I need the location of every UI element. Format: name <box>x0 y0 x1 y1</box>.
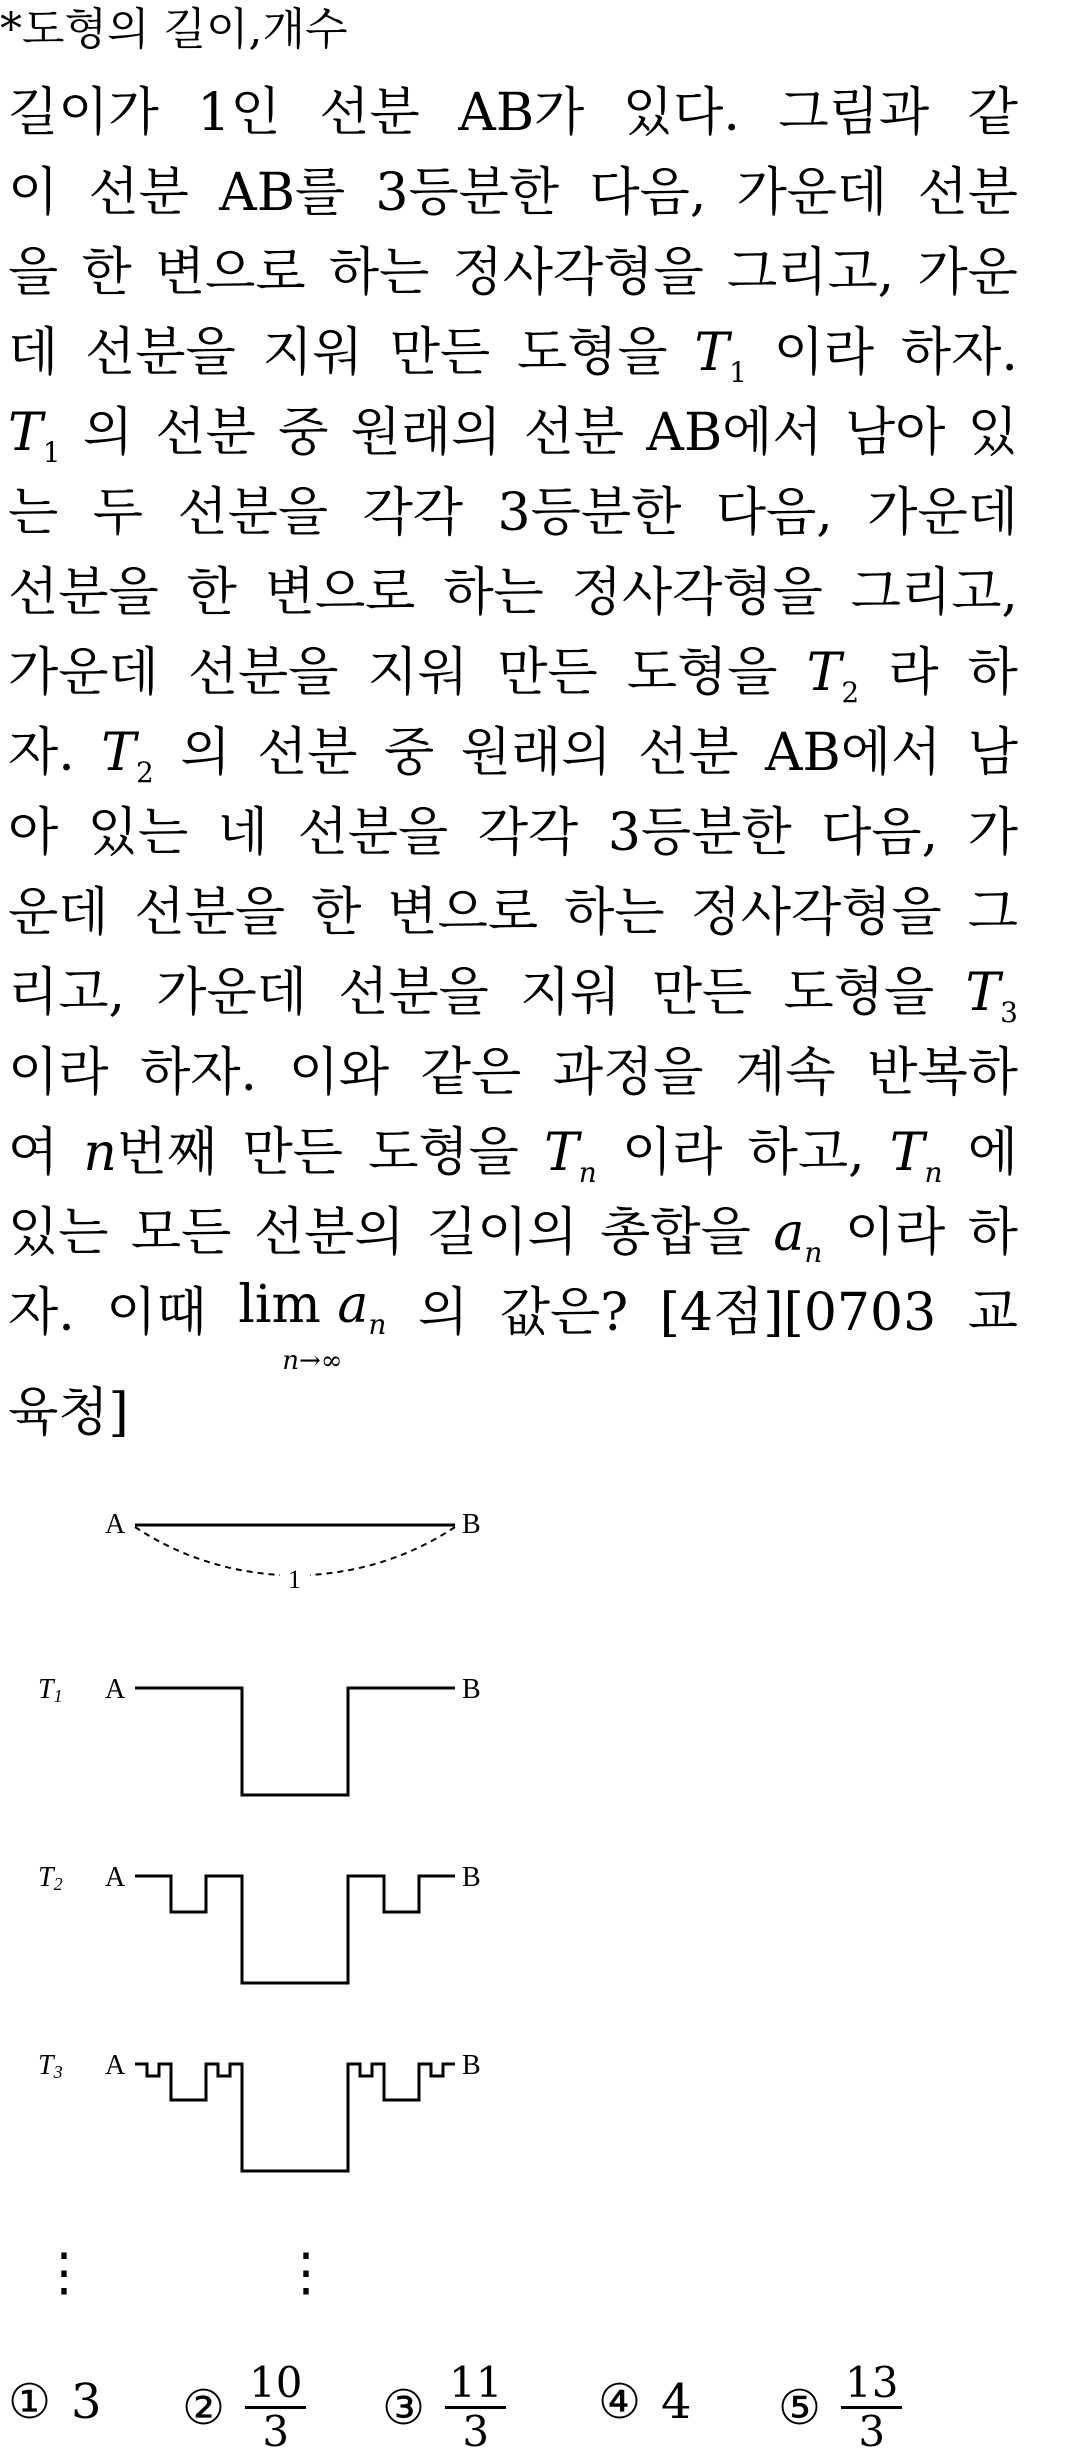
word: 원래의 <box>460 723 612 783</box>
choice-fraction <box>245 2360 306 2455</box>
word: 지워 <box>367 643 469 703</box>
word: 선분 <box>257 723 358 783</box>
word: 변으로 <box>264 563 416 623</box>
problem-line-12 <box>8 962 1018 1044</box>
word: 3등분한 <box>607 803 792 863</box>
choice-value: 3 <box>71 2374 102 2430</box>
choice-3[interactable] <box>382 2360 506 2455</box>
word: 한 <box>311 883 362 943</box>
word: 있다. <box>622 83 740 143</box>
word: 과정을 <box>552 1043 704 1103</box>
word: 변으로 <box>387 883 539 943</box>
word: 가운데 <box>736 163 888 223</box>
word: 데 <box>8 323 59 383</box>
word: 도형을 <box>626 643 778 703</box>
problem-line-10 <box>8 802 1018 864</box>
word: 각각 <box>477 803 579 863</box>
word: 선분을 <box>8 563 159 623</box>
word: 이 <box>8 163 59 223</box>
word: 남 <box>967 723 1018 783</box>
problem-line-15 <box>8 1202 1018 1284</box>
word: 자. <box>8 1283 75 1343</box>
denominator: 3 <box>858 2407 886 2456</box>
word: 3등분한 <box>497 483 682 543</box>
word: 3등분한 <box>375 163 560 223</box>
choice-mark: ③ <box>382 2379 426 2436</box>
numerator: 10 <box>245 2360 306 2409</box>
shape-t3 <box>135 2064 455 2171</box>
word: 중 <box>384 723 435 783</box>
word: 리고, <box>8 963 125 1023</box>
word: 하고, <box>747 1123 865 1183</box>
limit-subscript: n→∞ <box>282 1346 343 1376</box>
word: 한 <box>81 243 132 303</box>
label-b: B <box>462 1862 481 1893</box>
choice-1[interactable] <box>8 2374 102 2430</box>
length-brace <box>135 1527 280 1575</box>
word: 도형을 <box>368 1123 519 1183</box>
word: 에 <box>967 1123 1018 1183</box>
label-b: B <box>462 1674 481 1705</box>
word: 다음, <box>821 803 939 863</box>
label-b: B <box>462 1509 481 1540</box>
problem-line-1 <box>8 82 1018 144</box>
word: 변으로 <box>154 243 306 303</box>
choice-fraction <box>445 2360 506 2455</box>
math-t3: $T_3$ <box>965 963 1018 1029</box>
word: 길이의 <box>427 1203 578 1263</box>
row-label-t2: T2 <box>38 1862 63 1894</box>
word: 있는 <box>87 803 189 863</box>
word: 교 <box>967 1283 1018 1343</box>
choice-5[interactable] <box>778 2360 902 2455</box>
word: 선분을 <box>187 643 339 703</box>
problem-line-2 <box>8 162 1018 224</box>
word: 이라 <box>773 323 875 383</box>
word: 만든 <box>242 1123 344 1183</box>
word: 정사각형을 <box>571 563 823 623</box>
section-title: *도형의 길이,개수 <box>0 4 348 55</box>
word: 있는 <box>8 1203 109 1263</box>
word: 하자. <box>900 323 1018 383</box>
word: 그 <box>967 883 1018 943</box>
word: 하자. <box>140 1043 258 1103</box>
row-label-t1: T1 <box>38 1674 63 1706</box>
word: 만든 <box>497 643 598 703</box>
math-tn: $T_n$ <box>544 1123 597 1189</box>
word: 하 <box>967 1203 1018 1263</box>
word: 한 <box>186 563 237 623</box>
shape-t2 <box>135 1876 455 1983</box>
problem-line-8 <box>8 642 1018 724</box>
math-an: $a_n$ <box>773 1203 823 1269</box>
math-tn: $T_n$ <box>889 1123 943 1189</box>
word: 가 <box>967 803 1018 863</box>
word: AB가 <box>458 83 585 143</box>
word: 을 <box>8 243 59 303</box>
word: 가운데 <box>8 643 159 703</box>
word: 여 <box>8 1123 59 1183</box>
word: 정사각형을 <box>690 883 942 943</box>
word: 이때 <box>106 1283 207 1343</box>
word: 값은? <box>499 1283 629 1343</box>
length-brace <box>310 1527 455 1575</box>
word: 1인 <box>197 83 281 143</box>
choice-fraction <box>841 2360 902 2455</box>
word: 의 <box>180 723 231 783</box>
word: 자. <box>8 723 75 783</box>
word: AB에서 <box>646 403 823 463</box>
word: AB에서 <box>765 723 942 783</box>
word: 운데 <box>8 883 109 943</box>
word: 선분을 <box>297 803 449 863</box>
label-a: A <box>105 1674 126 1705</box>
choice-mark: ① <box>8 2374 52 2430</box>
word: 하 <box>967 643 1018 703</box>
word: 선분의 <box>253 1203 405 1263</box>
math-t1: $T_1$ <box>8 403 61 469</box>
word: 도형을 <box>516 323 668 383</box>
numerator: 11 <box>445 2360 506 2409</box>
shape-t1 <box>135 1688 455 1795</box>
word: 정사각형을 <box>452 243 704 303</box>
choice-2[interactable] <box>182 2360 306 2455</box>
word: 선분 <box>638 723 739 783</box>
word: 길이가 <box>8 83 159 143</box>
word: 두 <box>92 483 143 543</box>
word: 하는 <box>443 563 544 623</box>
word: 반복하 <box>867 1043 1018 1103</box>
word-nth: n번째 <box>83 1123 218 1183</box>
label-a: A <box>105 2050 126 2081</box>
word: 가운데 <box>156 963 307 1023</box>
word: 선분 <box>917 163 1018 223</box>
problem-line-14 <box>8 1122 1018 1204</box>
word: 의 <box>82 403 134 463</box>
ellipsis-middle: ⋮ <box>280 2245 332 2302</box>
math-t1: $T_1$ <box>694 323 747 389</box>
word: 남아 <box>844 403 946 463</box>
word: 선분 <box>155 403 256 463</box>
word: [4점][0703 <box>659 1283 937 1343</box>
word: 이와 <box>288 1043 390 1103</box>
word: 선분을 <box>338 963 489 1023</box>
row-label-t3: T3 <box>38 2050 63 2082</box>
math-limit: $\lim a_n$ n→∞ <box>238 1275 387 1376</box>
label-a: A <box>105 1509 126 1540</box>
denominator: 3 <box>462 2407 490 2456</box>
math-t2: $T_2$ <box>101 723 154 789</box>
word: 다음, <box>715 483 833 543</box>
word: AB를 <box>219 163 346 223</box>
label-b: B <box>462 2050 481 2081</box>
word: 같 <box>967 83 1018 143</box>
problem-line-4 <box>8 322 1018 404</box>
problem-line-9 <box>8 722 1018 804</box>
word: 중 <box>278 403 329 463</box>
choice-mark: ④ <box>598 2374 642 2430</box>
problem-line-11 <box>8 882 1018 944</box>
word: 있 <box>967 403 1018 463</box>
word: 하는 <box>564 883 665 943</box>
word: 다음, <box>589 163 707 223</box>
problem-line-5 <box>8 402 1018 484</box>
word: 원래의 <box>350 403 502 463</box>
choice-mark: ② <box>182 2379 226 2436</box>
word: 이라 <box>844 1203 946 1263</box>
denominator: 3 <box>262 2407 290 2456</box>
problem-line-3 <box>8 242 1018 304</box>
word: 총합을 <box>600 1203 751 1263</box>
word: 각각 <box>362 483 464 543</box>
word: 계속 <box>735 1043 836 1103</box>
word: 선분 <box>523 403 625 463</box>
problem-line-17 <box>8 1382 1018 1444</box>
word: 하는 <box>328 243 430 303</box>
word: 선분을 <box>177 483 329 543</box>
word: 의 <box>418 1283 469 1343</box>
problem-line-13 <box>8 1042 1018 1104</box>
word: 선분 <box>319 83 420 143</box>
word: 그림과 <box>778 83 930 143</box>
word: 만든 <box>389 323 491 383</box>
word: 선분 <box>88 163 189 223</box>
answer-choices <box>0 2358 1067 2456</box>
word: 선분을 <box>134 883 286 943</box>
problem-line-16 <box>8 1275 1018 1376</box>
word: 이라 <box>621 1123 723 1183</box>
problem-line-6 <box>8 482 1018 544</box>
word: 아 <box>8 803 59 863</box>
word: 육청] <box>8 1383 129 1443</box>
choice-value: 4 <box>661 2374 692 2430</box>
word: 가운데 <box>867 483 1018 543</box>
ellipsis-left: ⋮ <box>38 2245 90 2302</box>
problem-line-7 <box>8 562 1018 624</box>
length-label: 1 <box>288 1565 301 1594</box>
word: 같은 <box>420 1043 522 1103</box>
math-t2: $T_2$ <box>806 643 860 709</box>
word: 네 <box>217 803 269 863</box>
word: 모든 <box>130 1203 232 1263</box>
word: 지워 <box>262 323 363 383</box>
word: 그리고, <box>726 243 895 303</box>
choice-mark: ⑤ <box>778 2379 822 2436</box>
numerator: 13 <box>841 2360 902 2409</box>
choice-4[interactable] <box>598 2374 692 2430</box>
word: 라 <box>888 643 939 703</box>
word: 도형을 <box>783 963 935 1023</box>
word: 그리고, <box>850 563 1018 623</box>
word: 선분을 <box>85 323 236 383</box>
word: 이라 <box>8 1043 109 1103</box>
word: 지워 <box>520 963 621 1023</box>
figure-diagram <box>0 1460 560 2380</box>
word: 가운 <box>917 243 1018 303</box>
word: 만든 <box>651 963 753 1023</box>
word: 는 <box>8 483 59 543</box>
label-a: A <box>105 1862 126 1893</box>
